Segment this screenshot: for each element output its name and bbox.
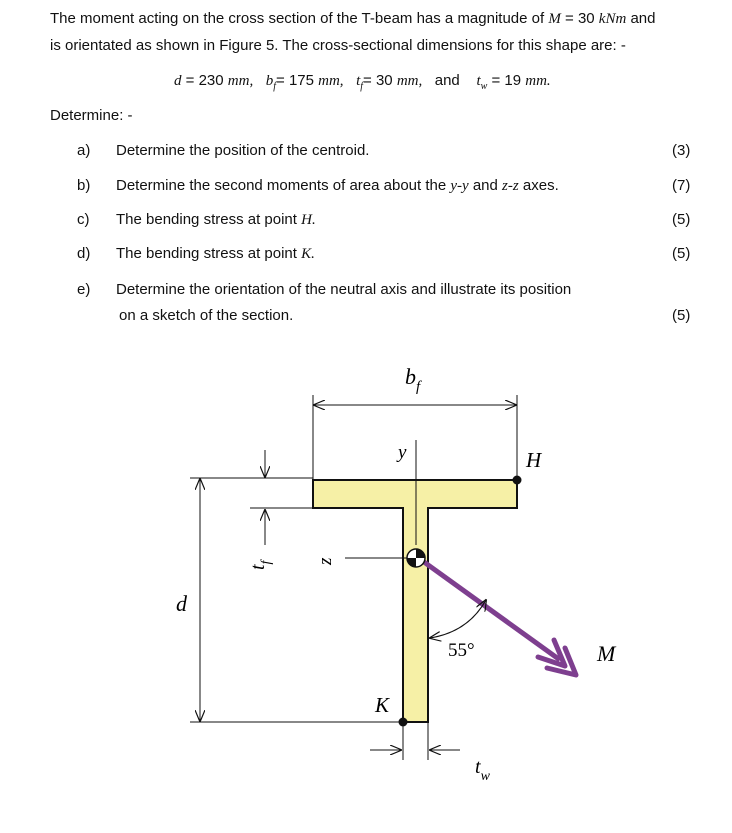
moment-unit: kNm bbox=[598, 11, 627, 27]
question-b-pre: Determine the second moments of area about the bbox=[116, 177, 451, 194]
question-b-mid: and bbox=[468, 177, 503, 194]
dim-and: and bbox=[434, 72, 460, 89]
dim-bf-sub: f bbox=[273, 81, 277, 92]
intro-text: The moment acting on the cross section of the T-beam has a magnitude of bbox=[50, 10, 549, 27]
moment-vector-shaft bbox=[424, 562, 560, 660]
question-b-marks: (7) bbox=[672, 177, 691, 194]
axis-yy-symbol: y-y bbox=[450, 178, 469, 194]
point-k-symbol: K. bbox=[301, 246, 315, 262]
axis-zz-symbol: z-z bbox=[502, 178, 519, 194]
fig-y-label: y bbox=[398, 442, 407, 463]
question-a-text: Determine the position of the centroid. bbox=[116, 142, 370, 159]
fig-k-label: K bbox=[375, 693, 390, 717]
dim-d-unit: mm, bbox=[227, 73, 254, 89]
point-k-marker bbox=[399, 718, 408, 727]
dim-tw-sub: w bbox=[480, 81, 488, 92]
fig-m-label: M bbox=[597, 641, 616, 666]
question-d-pre: The bending stress at point bbox=[116, 245, 302, 262]
fig-h-label: H bbox=[526, 448, 542, 472]
fig-tf-label: $t_f$ bbox=[247, 560, 274, 570]
dim-tf-sub: f bbox=[360, 81, 364, 92]
question-e-marks: (5) bbox=[672, 307, 691, 324]
dim-d-symbol: d bbox=[174, 73, 182, 89]
question-c-marks: (5) bbox=[672, 211, 691, 228]
moment-value: = 30 bbox=[560, 10, 599, 27]
dim-tf-symbol: t bbox=[356, 73, 361, 89]
dim-bf-value: = 175 bbox=[276, 72, 319, 89]
angle-arc bbox=[430, 600, 486, 638]
question-d-marks: (5) bbox=[672, 245, 691, 262]
question-a-label: a) bbox=[77, 142, 91, 159]
dim-tw-unit: mm. bbox=[525, 73, 551, 89]
fig-tw-label: $t_w$ bbox=[475, 756, 490, 784]
question-b-post: axes. bbox=[518, 177, 559, 194]
moment-symbol: M bbox=[548, 11, 561, 27]
point-h-marker bbox=[513, 476, 522, 485]
dim-bf-unit: mm, bbox=[318, 73, 344, 89]
fig-z-label: z bbox=[315, 557, 336, 565]
dim-tf-unit: mm, bbox=[396, 73, 423, 89]
t-section-shape bbox=[313, 480, 517, 722]
question-e-text: Determine the orientation of the neutral axis and illustrate its position bbox=[116, 281, 572, 298]
determine-heading: Determine: - bbox=[50, 107, 133, 124]
fig-angle-label: 55° bbox=[448, 640, 475, 661]
dim-d-value: = 230 bbox=[181, 72, 228, 89]
question-c-pre: The bending stress at point bbox=[116, 211, 302, 228]
question-d-label: d) bbox=[77, 245, 91, 262]
fig-d-label: d bbox=[176, 591, 187, 616]
question-c-label: c) bbox=[77, 211, 90, 228]
dim-tf-value: = 30 bbox=[363, 72, 397, 89]
dim-tw-symbol: t bbox=[476, 73, 481, 89]
dim-bf-symbol: b bbox=[265, 73, 274, 89]
question-b-label: b) bbox=[77, 177, 91, 194]
question-e-text-line2: on a sketch of the section. bbox=[119, 307, 294, 324]
point-h-symbol: H. bbox=[301, 212, 316, 228]
question-e-label: e) bbox=[77, 281, 91, 298]
question-a-marks: (3) bbox=[672, 142, 691, 159]
centroid-icon bbox=[407, 549, 425, 567]
intro-line-2: is orientated as shown in Figure 5. The cross-sectional dimensions for this shape are: - bbox=[50, 37, 626, 54]
dim-tw-value: = 19 bbox=[487, 72, 526, 89]
fig-bf-label: $b_f$ bbox=[405, 364, 421, 395]
intro-text-end: and bbox=[626, 10, 656, 27]
